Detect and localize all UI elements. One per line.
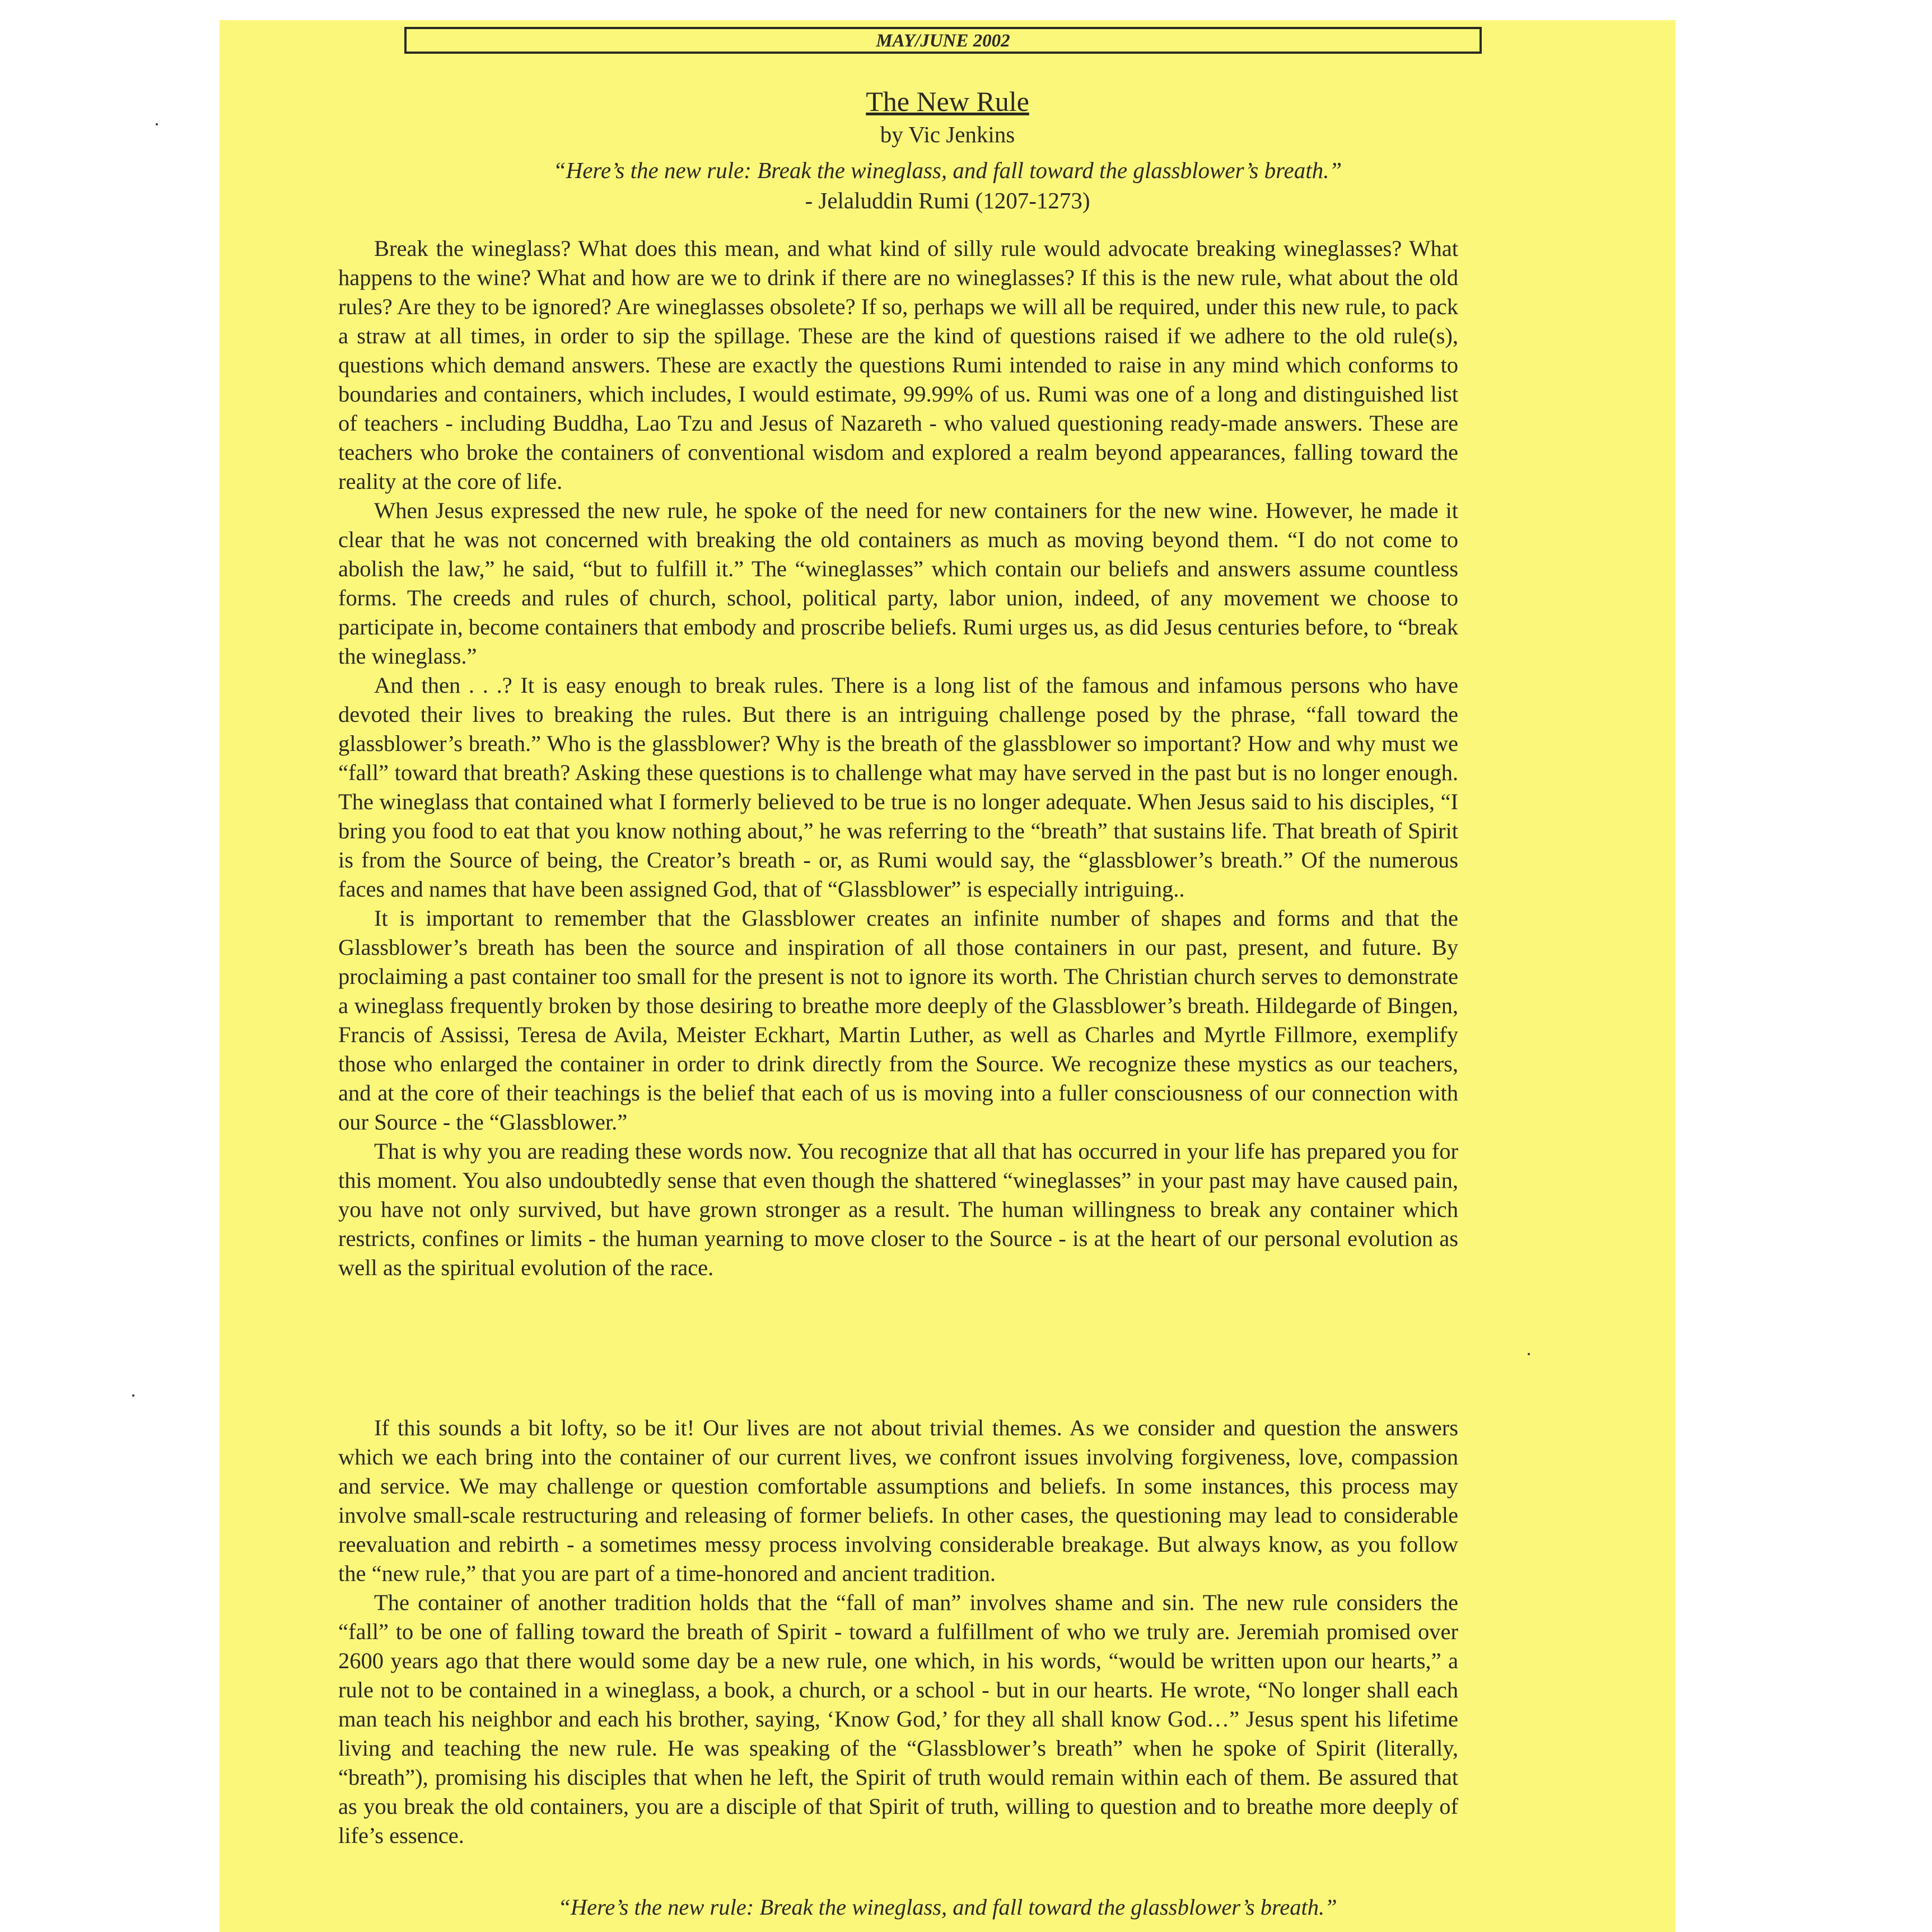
article-body-bottom bbox=[338, 1413, 1458, 1850]
paragraph: If this sounds a bit lofty, so be it! Our lives are not about trivial themes. As we consider and question the answers which we each bring into the container of our current lives, we confront issues involving forgiveness, love, compassion and service. We may challenge or question comfortable assumptions and beliefs. In some instances, this process may involve small-scale restructuring and releasing of former beliefs. In other cases, the questioning may lead to considerable reevaluation and rebirth - a sometimes messy process involving considerable breakage. But always know, as you follow the “new rule,” that you are part of a time-honored and ancient tradition. bbox=[338, 1415, 1458, 1586]
article-title: The New Rule bbox=[866, 86, 1029, 117]
paragraph: When Jesus expressed the new rule, he spoke of the need for new containers for the new wine. However, he made it clear that he was not concerned with breaking the old containers as much as moving beyond them. “I do not come to abolish the law,” he said, “but to fulfill it.” The “wineglasses” which contain our beliefs and answers assume countless forms. The creeds and rules of church, school, political party, labor union, indeed, of any movement we choose to participate in, become containers that embody and proscribe beliefs. Rumi urges us, as did Jesus centuries before, to “break the wineglass.” bbox=[338, 498, 1458, 669]
paragraph: The container of another tradition holds that the “fall of man” involves shame and sin. The new rule considers the “fall” to be one of falling toward the breath of Spirit - toward a fulfillment of who we truly are. Jeremiah promised over 2600 years ago that there would some day be a new rule, one which, in his words, “would be written upon our hearts,” a rule not to be contained in a wineglass, a book, a church, or a school - but in our hearts. He wrote, “No longer shall each man teach his neighbor and each his brother, saying, ‘Know God,’ for they all shall know God…” Jesus spent his lifetime living and teaching the new rule. He was speaking of the “Glassblower’s breath” when he spoke of Spirit (literally, “breath”), promising his disciples that when he left, the Spirit of truth would remain within each of them. Be assured that as you break the old containers, you are a disciple of that Spirit of truth, willing to question and to breathe more deeply of life’s essence. bbox=[338, 1590, 1458, 1848]
closing-quote: “Here’s the new rule: Break the wineglass, and fall toward the glassblower’s breath.” bbox=[558, 1894, 1337, 1920]
paragraph: And then . . .? It is easy enough to break rules. There is a long list of the famous and infamous persons who have devoted their lives to breaking the rules. But there is an intriguing challenge posed by the phrase, “fall toward the glassblower’s breath.” Who is the glassblower? Why is the breath of the glassblower so important? How and why must we “fall” toward that breath? Asking these questions is to challenge what may have served in the past but is no longer enough. The wineglass that contained what I formerly believed to be true is no longer adequate. When Jesus said to his disciples, “I bring you food to eat that you know nothing about,” he was referring to the “breath” that sustains life. That breath of Spirit is from the Source of being, the Creator’s breath - or, as Rumi would say, the “glassblower’s breath.” Of the numerous faces and names that have been assigned God, that of “Glassblower” is especially intriguing.. bbox=[338, 673, 1458, 902]
article-body-top bbox=[338, 234, 1458, 1282]
title-block bbox=[220, 83, 1676, 216]
paragraph: Break the wineglass? What does this mean, and what kind of silly rule would advocate breaking wineglasses? What happens to the wine? What and how are we to drink if there are no wineglasses? If this is the new rule, what about the old rules? Are they to be ignored? Are wineglasses obsolete? If so, perhaps we will all be required, under this new rule, to pack a straw at all times, in order to sip the spillage. These are the kind of questions raised if we adhere to the old rule(s), questions which demand answers. These are exactly the questions Rumi intended to raise in any mind which conforms to boundaries and containers, which includes, I would estimate, 99.99% of us. Rumi was one of a long and distinguished list of teachers - including Buddha, Lao Tzu and Jesus of Nazareth - who valued questioning ready-made answers. These are teachers who broke the containers of conventional wisdom and explored a realm beyond appearances, falling toward the reality at the core of life. bbox=[338, 236, 1458, 494]
paragraph: It is important to remember that the Glassblower creates an infinite number of shapes and forms and that the Glassblower’s breath has been the source and inspiration of all those containers in our past, present, and future. By proclaiming a past container too small for the present is not to ignore its worth. The Christian church serves to demonstrate a wineglass frequently broken by those desiring to breathe more deeply of the Glassblower’s breath. Hildegarde of Bingen, Francis of Assissi, Teresa de Avila, Meister Eckhart, Martin Luther, as well as Charles and Myrtle Fillmore, exemplify those who enlarged the container in order to drink directly from the Source. We recognize these mystics as our teachers, and at the core of their teachings is the belief that each of us is moving into a fuller consciousness of our connection with our Source - the “Glassblower.” bbox=[338, 906, 1458, 1135]
epigraph-quote: “Here’s the new rule: Break the wineglass, and fall toward the glassblower’s breath.” bbox=[553, 157, 1342, 183]
article-byline: by Vic Jenkins bbox=[880, 122, 1015, 147]
paragraph: That is why you are reading these words now. You recognize that all that has occurred in your life has prepared you for this moment. You also undoubtedly sense that even though the shattered “wineglasses” in your past may have caused pain, you have not only survived, but have grown stronger as a result. The human willingness to break any container which restricts, confines or limits - the human yearning to move closer to the Source - is at the heart of our personal evolution as well as the spiritual evolution of the race. bbox=[338, 1138, 1458, 1280]
scan-speck bbox=[1528, 1353, 1530, 1355]
epigraph-attribution: - Jelaluddin Rumi (1207-1273) bbox=[805, 188, 1090, 213]
scan-speck bbox=[156, 123, 158, 125]
newsletter-page bbox=[220, 20, 1676, 1932]
scan-speck bbox=[132, 1394, 134, 1397]
issue-date-header: MAY/JUNE 2002 bbox=[404, 27, 1482, 54]
